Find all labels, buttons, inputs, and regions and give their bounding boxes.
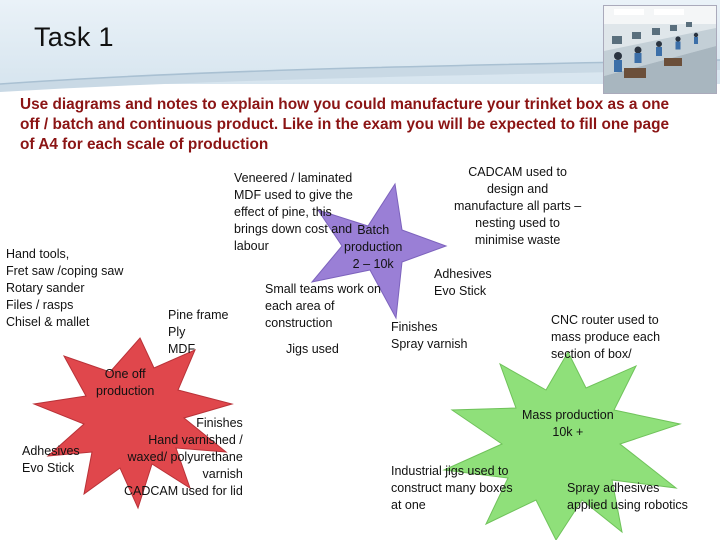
- one-off-hand-tools-note: Hand tools, Fret saw /coping saw Rotary sander Files / rasps Chisel & mallet: [6, 247, 124, 329]
- mass-label: Mass production 10k +: [522, 408, 614, 439]
- mass-jigs-note: Industrial jigs used to construct many boxes at one: [391, 464, 513, 512]
- batch-jigs-note: Jigs used: [286, 342, 339, 356]
- batch-adhesives-note: Adhesives Evo Stick: [434, 267, 492, 298]
- one-off-materials-note: Pine frame Ply MDF: [168, 308, 229, 356]
- batch-label: Batch production 2 – 10k: [344, 223, 403, 271]
- mass-spray-note: Spray adhesives applied using robotics: [567, 481, 688, 512]
- one-off-adhesives-note: Adhesives Evo Stick: [22, 444, 80, 475]
- batch-teams-note: Small teams work on each area of construction: [265, 282, 382, 330]
- one-off-label: One off production: [96, 367, 155, 398]
- task-instructions: Use diagrams and notes to explain how you could manufacture your trinket box as a one off / batch and continuous product. Like in the exam you will be expected to fill one page of A4 for each scale of production: [20, 96, 670, 153]
- mass-cnc-note: CNC router used to mass produce each section of box/: [551, 313, 661, 361]
- batch-finishes-note: Finishes Spray varnish: [391, 320, 468, 351]
- batch-veneer-note: Veneered / laminated MDF used to give the effect of pine, this brings down cost and labour: [234, 171, 353, 253]
- one-off-finishes-note: Finishes Hand varnished / waxed/ polyurethane varnish CADCAM used for lid: [124, 416, 243, 498]
- slide-title: Task 1: [34, 22, 114, 52]
- batch-cadcam-note: CADCAM used to design and manufacture all parts – nesting used to minimise waste: [454, 165, 582, 247]
